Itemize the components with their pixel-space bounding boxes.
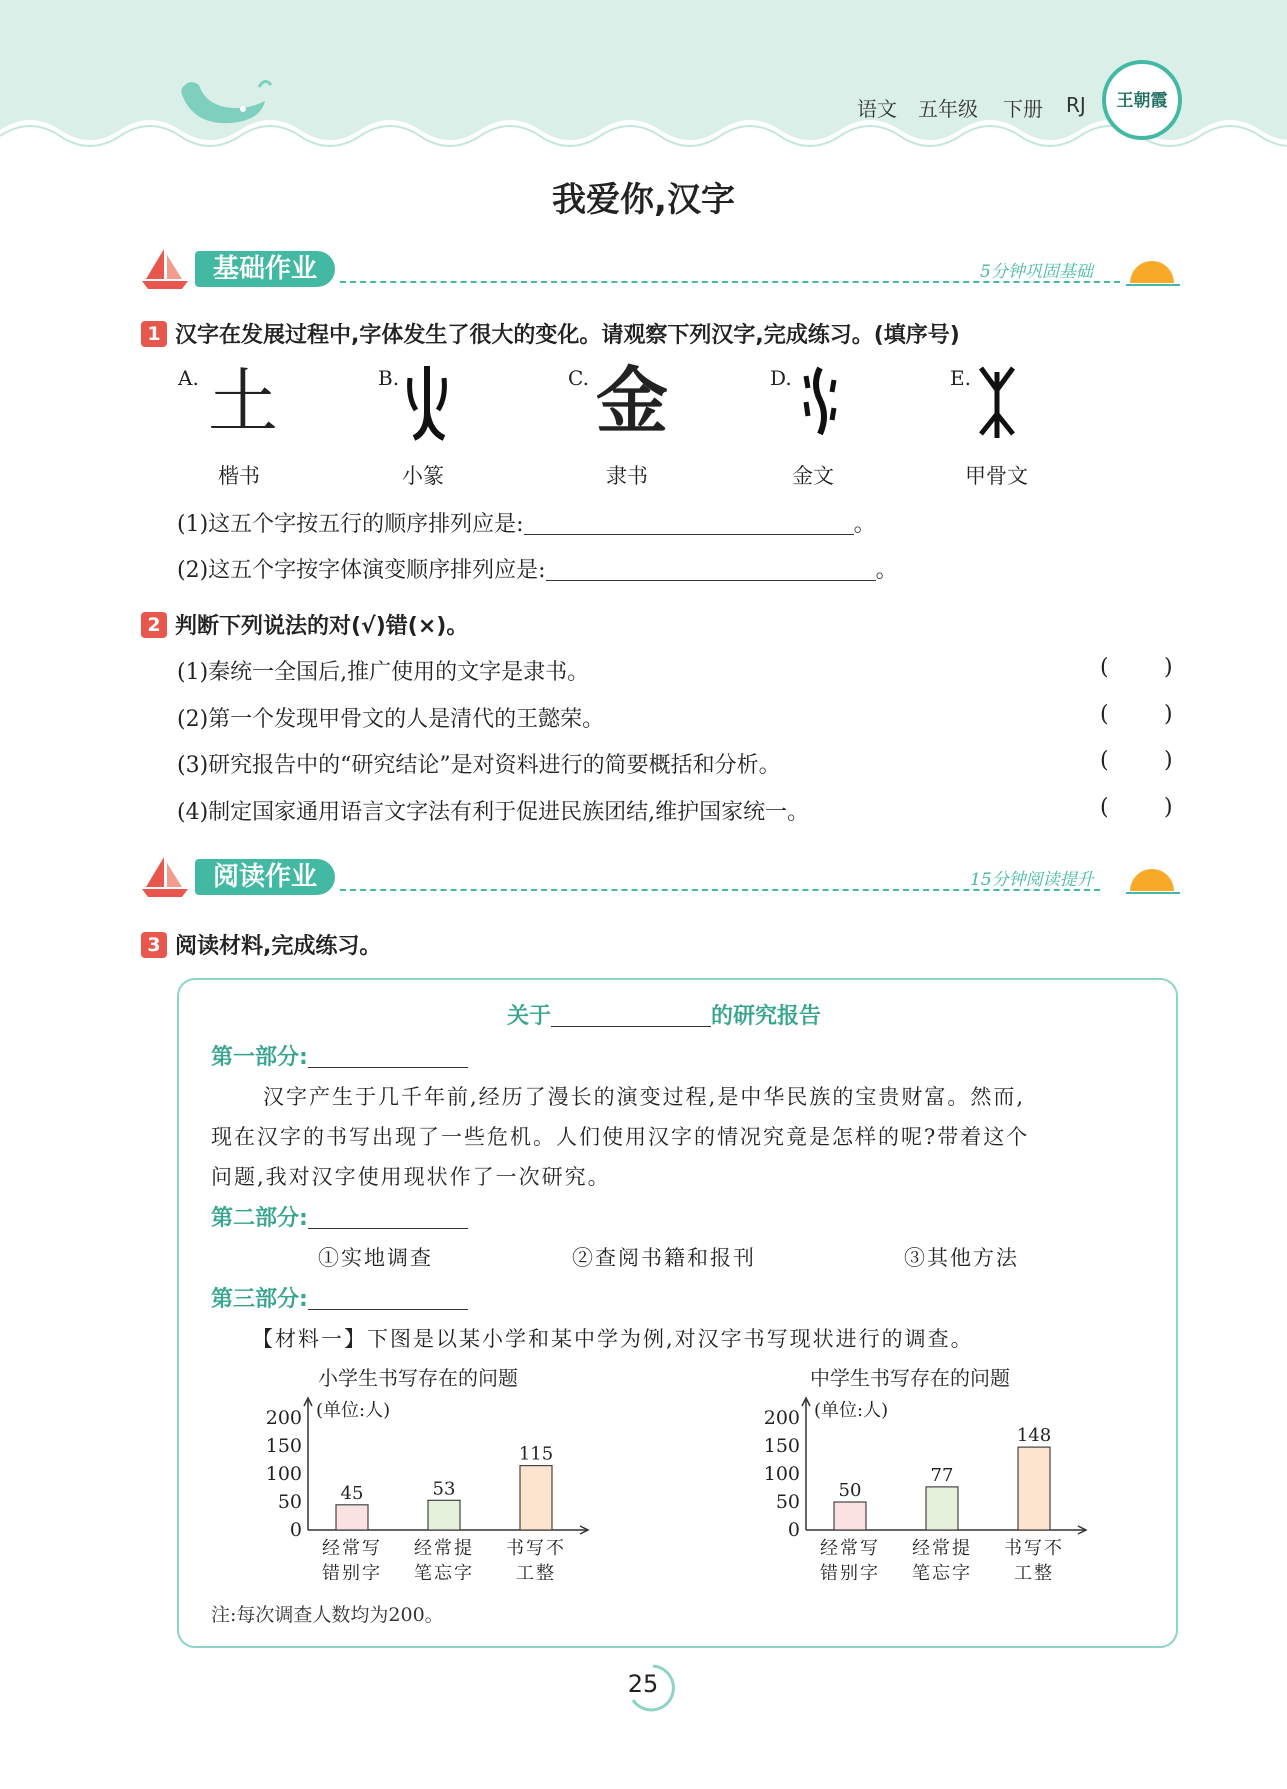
judge-paren-close-2: ) [1164,702,1173,727]
bar-2 [428,1500,460,1530]
char-e-letter: E. [950,366,971,390]
char-e-glyph [975,362,1019,442]
header-volume: 下册 [1003,97,1043,121]
section-reading-banner [140,855,1180,899]
method-3: ③其他方法 [904,1246,1019,1270]
y-tick-label: 200 [265,1407,302,1429]
judge-paren-open-3[interactable]: ( [1100,748,1109,773]
report-note: 注:每次调查人数均为200。 [211,1604,444,1626]
bar-3 [520,1466,552,1530]
report-title-pre: 关于 [507,1004,552,1029]
report-title-blank[interactable] [551,1026,711,1027]
char-b-name: 小篆 [402,464,444,488]
method-1: ①实地调查 [318,1246,433,1270]
char-a-name: 楷书 [218,464,260,488]
material-1-tag: 【材料一】 [252,1327,367,1351]
y-tick-label: 50 [775,1491,800,1513]
report-part1-blank[interactable] [308,1067,468,1068]
chart-1-title: 小学生书写存在的问题 [318,1366,518,1390]
seal-fire-glyph-icon [402,362,452,442]
bar-1 [336,1505,368,1530]
whale-icon [175,75,275,135]
judge-paren-open-1[interactable]: ( [1100,655,1109,680]
report-para1-line1: 汉字产生于几千年前,经历了漫长的演变过程,是中华民族的宝贵财富。然而, [263,1085,1026,1109]
x-category-label: 笔忘字 [912,1563,972,1580]
question-1-number: 1 [141,321,167,347]
char-c-name: 隶书 [606,464,648,488]
y-tick-label: 150 [265,1435,302,1457]
char-d-letter: D. [770,366,792,390]
sailboat-icon [140,855,190,899]
sunset-icon [1126,861,1180,895]
x-category-label: 笔忘字 [414,1563,474,1580]
y-tick-label: 100 [265,1463,302,1485]
char-d-glyph [800,362,840,442]
question-1-text: 汉字在发展过程中,字体发生了很大的变化。请观察下列汉字,完成练习。(填序号) [175,323,960,348]
char-d-name: 金文 [792,464,834,488]
brand-logo [1102,60,1182,140]
bar-value-label: 115 [518,1443,554,1465]
question-1-sub2-text: (2)这五个字按字体演变顺序排列应是: [177,558,546,583]
char-e-name: 甲骨文 [965,464,1028,488]
question-3 [141,929,381,960]
x-category-label: 工整 [1014,1563,1054,1580]
bar-value-label: 45 [340,1482,364,1504]
report-part3-blank[interactable] [308,1309,468,1310]
judge-paren-close-1: ) [1164,655,1173,680]
bar-1 [834,1502,866,1530]
bar-value-label: 77 [930,1464,954,1486]
report-title-post: 的研究报告 [711,1004,822,1029]
chart-2-title: 中学生书写存在的问题 [810,1366,1010,1390]
chart-1 [250,1390,600,1580]
header-edition: RJ [1066,93,1086,117]
char-c-letter: C. [568,366,589,390]
section-basic-note: 5分钟巩固基础 [980,262,1093,282]
y-tick-label: 100 [763,1463,800,1485]
question-3-text: 阅读材料,完成练习。 [175,934,382,959]
judge-item-2: (2)第一个发现甲骨文的人是清代的王懿荣。 [177,707,605,732]
bar-3 [1018,1447,1050,1530]
bar-value-label: 50 [838,1480,862,1501]
x-category-label: 书写不 [1004,1538,1064,1559]
y-tick-label: 0 [289,1519,302,1541]
report-part3-label: 第三部分: [211,1287,308,1312]
x-category-label: 经常提 [414,1538,474,1559]
bar-2 [926,1487,958,1530]
section-reading-label: 阅读作业 [195,859,335,895]
section-basic-label: 基础作业 [195,251,335,287]
judge-item-4: (4)制定国家通用语言文字法有利于促进民族团结,维护国家统一。 [177,800,810,825]
answer-blank-2[interactable] [546,580,876,581]
x-category-label: 工整 [516,1563,556,1580]
question-3-number: 3 [141,932,167,958]
x-category-label: 经常写 [322,1538,382,1559]
question-1-sub1-end: 。 [853,512,876,537]
report-part1-label: 第一部分: [211,1045,308,1070]
chart-2 [748,1390,1098,1580]
report-para1-line3: 问题,我对汉字使用现状作了一次研究。 [211,1165,611,1189]
report-part3 [211,1282,468,1313]
char-a-glyph: 土 [208,361,278,443]
question-1-sub2-end: 。 [875,558,898,583]
judge-item-1: (1)秦统一全国后,推广使用的文字是隶书。 [177,660,590,685]
x-category-label: 经常提 [912,1538,972,1559]
question-2-number: 2 [141,612,167,638]
y-tick-label: 0 [787,1519,800,1541]
y-tick-label: 150 [763,1435,800,1457]
question-1-sub1-text: (1)这五个字按五行的顺序排列应是: [177,512,524,537]
sailboat-icon [140,247,190,291]
report-part2 [211,1201,468,1232]
char-a-letter: A. [178,366,199,390]
bar-value-label: 148 [1016,1425,1052,1447]
bar-value-label: 53 [432,1478,456,1500]
judge-item-3: (3)研究报告中的“研究结论”是对资料进行的简要概括和分析。 [177,753,781,778]
report-para1-line2: 现在汉字的书写出现了一些危机。人们使用汉字的情况究竟是怎样的呢?带着这个 [211,1125,1030,1149]
char-b-glyph [402,362,452,442]
answer-blank-1[interactable] [524,534,854,535]
material-1 [252,1323,974,1353]
brand-text: 王朝霞 [1116,91,1168,111]
question-1 [141,318,960,349]
report-part1 [211,1040,468,1071]
x-category-label: 书写不 [506,1538,566,1559]
y-tick-label: 50 [277,1491,302,1513]
header-subject: 语文 [857,97,897,121]
question-2 [141,609,468,640]
judge-paren-close-4: ) [1164,795,1173,820]
header-grade: 五年级 [918,97,978,121]
material-1-text: 下图是以某小学和某中学为例,对汉字书写现状进行的调查。 [367,1327,974,1351]
char-c-glyph: 金 [596,358,669,443]
x-category-label: 经常写 [820,1538,880,1559]
judge-paren-close-3: ) [1164,748,1173,773]
report-title [507,999,821,1030]
x-category-label: 错别字 [820,1563,880,1580]
y-tick-label: 200 [763,1407,800,1429]
question-1-sub1 [177,507,876,538]
x-category-label: 错别字 [322,1563,382,1580]
section-basic-banner [140,247,1180,291]
oracle-wood-glyph-icon [975,362,1019,442]
section-reading-note: 15分钟阅读提升 [970,870,1094,890]
y-unit-label: (单位:人) [316,1400,391,1421]
method-2: ②查阅书籍和报刊 [572,1246,756,1270]
judge-paren-open-2[interactable]: ( [1100,702,1109,727]
report-part2-blank[interactable] [308,1228,468,1229]
question-1-sub2 [177,553,898,584]
report-part2-label: 第二部分: [211,1206,308,1231]
sunset-icon [1126,253,1180,287]
y-unit-label: (单位:人) [814,1400,889,1421]
char-b-letter: B. [378,366,400,390]
bronze-water-glyph-icon [800,362,840,442]
question-2-text: 判断下列说法的对(√)错(×)。 [175,614,469,639]
page-number: 25 [627,1670,659,1698]
page-title: 我爱你,汉字 [552,180,735,220]
judge-paren-open-4[interactable]: ( [1100,795,1109,820]
